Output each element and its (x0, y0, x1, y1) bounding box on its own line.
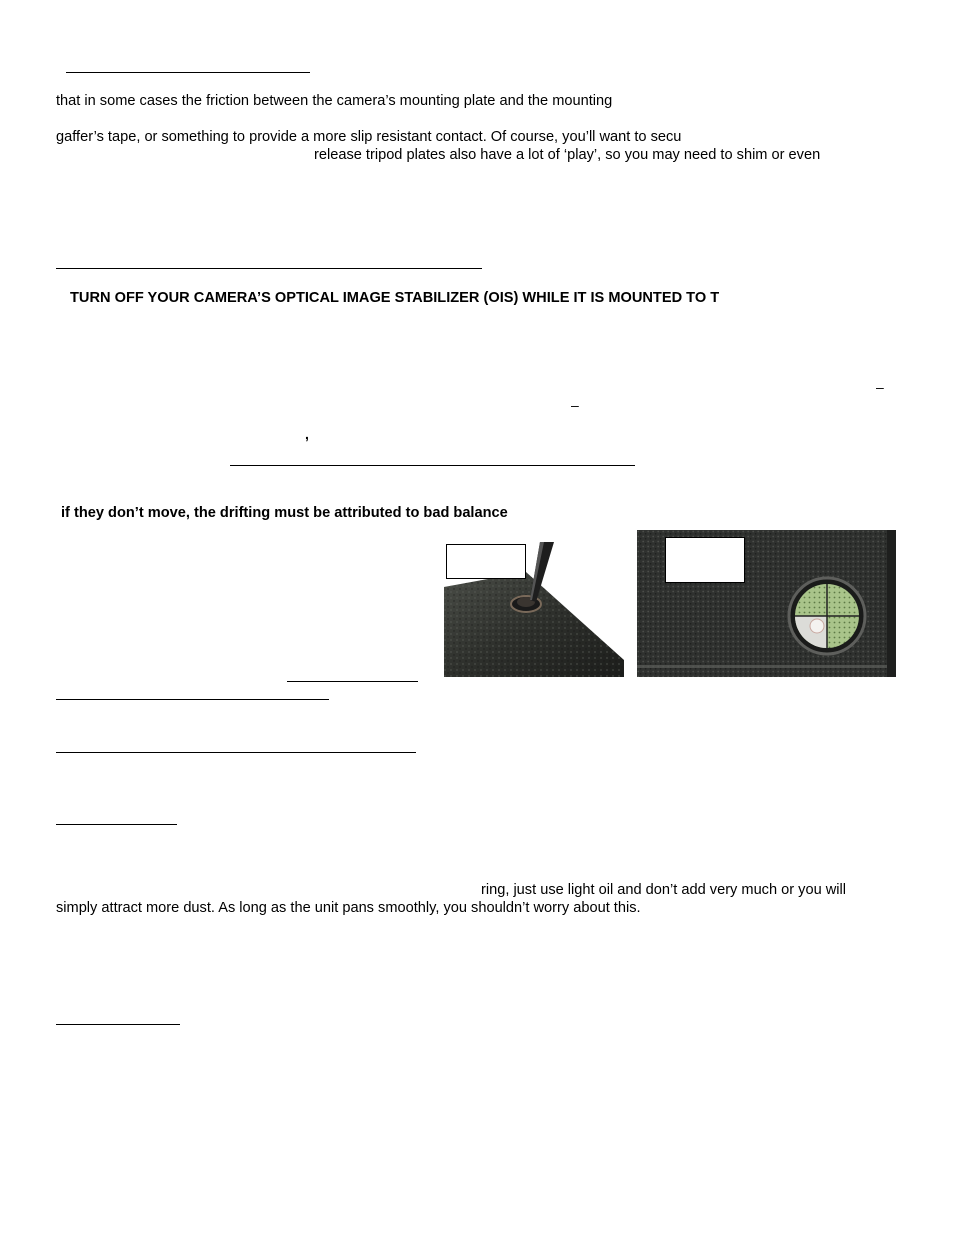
heading-underline (56, 824, 177, 825)
body-text-line: ring, just use light oil and don’t add very much or you will (481, 882, 847, 898)
body-text-line: that in some cases the friction between the camera’s mounting plate and the mounting (56, 93, 613, 109)
heading-underline (56, 268, 482, 269)
body-text-line: gaffer’s tape, or something to provide a more slip resistant contact. Of course, you’ll want to secu (56, 129, 682, 145)
ois-warning-text: TURN OFF YOUR CAMERA’S OPTICAL IMAGE STABILIZER (OIS) WHILE IT IS MOUNTED TO T (70, 290, 720, 306)
figure-callout-box (446, 544, 526, 579)
comma-mark: , (305, 426, 309, 442)
body-text-line: release tripod plates also have a lot of ‘play’, so you may need to shim or even (314, 147, 821, 163)
heading-underline (56, 1024, 180, 1025)
body-text-line: simply attract more dust. As long as the unit pans smoothly, you shouldn’t worry about this. (56, 900, 641, 916)
drift-note-text: if they don’t move, the drifting must be attributed to bad balance (61, 505, 508, 521)
text-underline (230, 465, 635, 466)
figure-callout-box (665, 537, 745, 583)
dash-mark: – (571, 397, 579, 413)
dash-mark: – (876, 379, 884, 395)
text-underline (287, 681, 418, 682)
heading-underline (66, 72, 310, 73)
text-underline (56, 699, 329, 700)
heading-underline (56, 752, 416, 753)
